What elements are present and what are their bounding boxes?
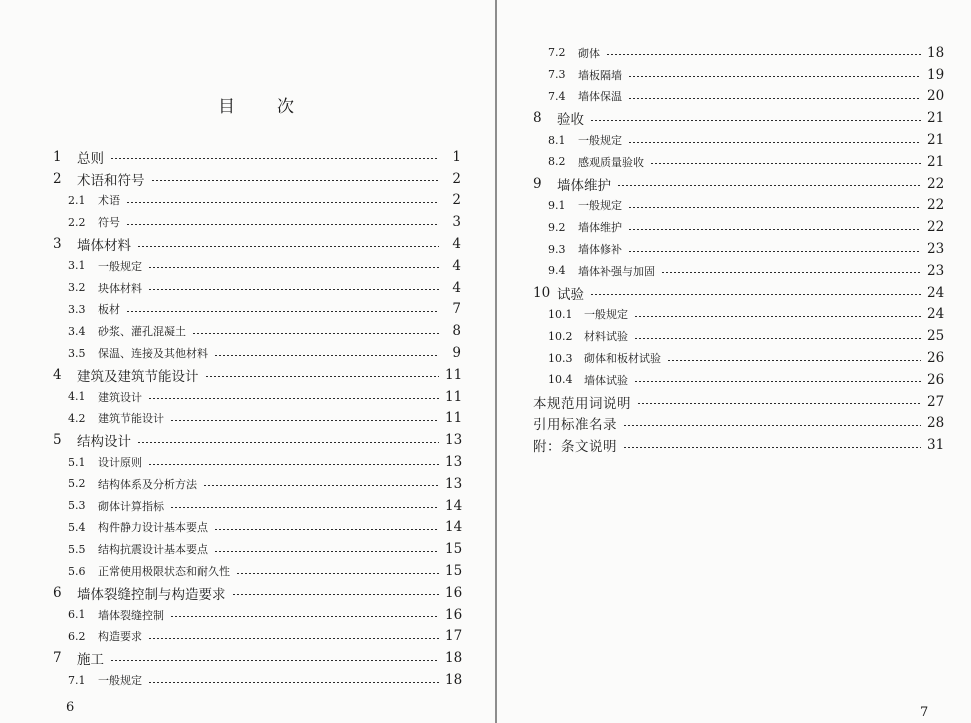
toc-entry-number: 5.2	[68, 477, 86, 491]
toc-leader-dots	[634, 338, 921, 339]
toc-entry-title: 墙体保温	[578, 90, 622, 104]
toc-entry-number: 4	[53, 366, 62, 383]
toc-leader-dots	[236, 573, 439, 574]
toc-entry-page: 22	[927, 197, 945, 214]
toc-entry	[53, 233, 461, 255]
toc-entry-number: 9	[533, 175, 542, 192]
toc-leader-dots	[590, 120, 921, 121]
toc-entry-title: 引用标准名录	[533, 417, 617, 434]
toc-entry	[533, 238, 943, 260]
toc-entry	[533, 347, 943, 369]
toc-entry-page: 11	[445, 366, 463, 383]
toc-leader-dots	[628, 207, 921, 208]
toc-entry	[53, 255, 461, 277]
toc-entry-number: 7.3	[548, 68, 566, 82]
toc-entry	[53, 582, 461, 604]
toc-leader-dots	[650, 163, 921, 164]
toc-leader-dots	[214, 355, 439, 356]
toc-title	[218, 92, 294, 117]
toc-entry	[53, 517, 461, 539]
toc-leader-dots	[126, 224, 439, 225]
page-number-left: 6	[66, 700, 75, 715]
toc-entry-number: 10	[533, 284, 551, 301]
toc-entry-title: 建筑设计	[98, 390, 142, 404]
toc-entry	[533, 216, 943, 238]
toc-entry-page: 26	[927, 371, 945, 388]
toc-entry	[53, 647, 461, 669]
toc-leader-dots	[606, 54, 921, 55]
toc-entry	[533, 129, 943, 151]
toc-entry-number: 3.1	[68, 259, 86, 273]
toc-entry	[533, 434, 943, 456]
toc-entry-page: 19	[927, 66, 945, 83]
toc-entry-title: 墙体修补	[578, 243, 622, 257]
toc-entry-title: 一般规定	[98, 674, 142, 688]
toc-entry-title: 结构体系及分析方法	[98, 477, 197, 491]
toc-entry-number: 3	[53, 236, 62, 253]
toc-title-char: 目	[218, 97, 235, 117]
toc-entry-title: 一般规定	[578, 134, 622, 148]
toc-entry-page: 28	[927, 415, 945, 432]
toc-entry-page: 4	[452, 257, 461, 274]
toc-entry-page: 16	[445, 606, 463, 623]
toc-entry-title: 墙体材料	[77, 238, 131, 255]
toc-entry-page: 20	[927, 88, 945, 105]
toc-entry-page: 26	[927, 350, 945, 367]
toc-entry-title: 术语和符号	[77, 172, 145, 189]
toc-title-char: 次	[277, 97, 294, 117]
toc-entry-page: 16	[445, 584, 463, 601]
toc-entry-title: 附：条文说明	[533, 439, 617, 456]
toc-leader-dots	[628, 229, 921, 230]
toc-entry	[533, 195, 943, 217]
toc-entry	[53, 560, 461, 582]
toc-entry	[533, 151, 943, 173]
toc-leader-dots	[148, 267, 439, 268]
toc-leader-dots	[628, 142, 921, 143]
toc-entry-title: 砌体和板材试验	[584, 352, 661, 366]
toc-leader-dots	[661, 272, 921, 273]
toc-entry-number: 6	[53, 584, 62, 601]
toc-entry-title: 板材	[98, 303, 120, 317]
toc-entry-title: 结构设计	[77, 434, 131, 451]
toc-leader-dots	[637, 403, 921, 404]
toc-leader-dots	[667, 360, 921, 361]
toc-entry-number: 8	[533, 110, 542, 127]
toc-entry-number: 10.4	[548, 373, 573, 387]
toc-entry-number: 10.3	[548, 351, 573, 365]
toc-leader-dots	[148, 682, 439, 683]
toc-entry-page: 21	[927, 132, 945, 149]
toc-leader-dots	[170, 616, 439, 617]
toc-leader-dots	[192, 333, 439, 334]
toc-entry-number: 4.2	[68, 411, 86, 425]
toc-leader-dots	[148, 398, 439, 399]
toc-leader-dots	[628, 98, 921, 99]
toc-entry-title: 感观质量验收	[578, 155, 644, 169]
toc-entry-title: 保温、连接及其他材料	[98, 347, 208, 361]
toc-entry-title: 砌体	[578, 46, 600, 60]
toc-leader-dots	[170, 507, 439, 508]
toc-entry-title: 正常使用极限状态和耐久性	[98, 565, 230, 579]
toc-entry-number: 9.1	[548, 198, 566, 212]
toc-leader-dots	[617, 185, 921, 186]
toc-entry-page: 4	[452, 236, 461, 253]
toc-entry-page: 21	[927, 153, 945, 170]
toc-entry-page: 18	[445, 672, 463, 689]
toc-entry	[53, 146, 461, 168]
toc-entry	[533, 86, 943, 108]
toc-entry-number: 9.3	[548, 242, 566, 256]
toc-entry-number: 2	[53, 170, 62, 187]
toc-entry	[53, 342, 461, 364]
toc-entry-number: 7.2	[548, 46, 566, 60]
toc-entry-page: 2	[452, 192, 461, 209]
toc-entry-number: 5.6	[68, 564, 86, 578]
toc-entry-page: 11	[445, 410, 463, 427]
toc-leader-dots	[203, 485, 439, 486]
toc-entry-page: 21	[927, 110, 945, 127]
toc-entry	[533, 173, 943, 195]
toc-leader-dots	[590, 294, 921, 295]
toc-entry-page: 13	[445, 454, 463, 471]
toc-leader-dots	[214, 551, 439, 552]
toc-entry-number: 5	[53, 432, 62, 449]
toc-entry-number: 2.1	[68, 193, 86, 207]
toc-entry-title: 建筑节能设计	[98, 412, 164, 426]
toc-leader-dots	[634, 381, 921, 382]
toc-entry-page: 9	[452, 345, 461, 362]
toc-entry-page: 2	[452, 170, 461, 187]
toc-entry	[53, 408, 461, 430]
toc-entry-number: 5.1	[68, 455, 86, 469]
toc-entry-title: 建筑及建筑节能设计	[77, 368, 199, 385]
toc-entry	[533, 304, 943, 326]
toc-entry-title: 材料试验	[584, 330, 628, 344]
toc-entry-title: 构件静力设计基本要点	[98, 521, 208, 535]
toc-entry-number: 10.2	[548, 329, 573, 343]
toc-entry-page: 24	[927, 284, 945, 301]
toc-leader-dots	[148, 289, 439, 290]
toc-entry-title: 墙体维护	[578, 221, 622, 235]
toc-entry	[533, 42, 943, 64]
toc-entry-page: 15	[445, 541, 463, 558]
toc-leader-dots	[205, 376, 440, 377]
toc-entry-title: 砌体计算指标	[98, 499, 164, 513]
toc-entry	[533, 325, 943, 347]
toc-leader-dots	[137, 442, 439, 443]
toc-entry-number: 7	[53, 650, 62, 667]
toc-leader-dots	[623, 447, 921, 448]
toc-entry-page: 15	[445, 563, 463, 580]
toc-entry	[533, 413, 943, 435]
toc-entry-page: 14	[445, 497, 463, 514]
toc-entry	[53, 451, 461, 473]
toc-entry-title: 构造要求	[98, 630, 142, 644]
toc-entry	[53, 320, 461, 342]
toc-leader-dots	[170, 420, 439, 421]
toc-entry-page: 22	[927, 175, 945, 192]
toc-entry-page: 17	[445, 628, 463, 645]
toc-entry	[53, 429, 461, 451]
toc-entry-page: 13	[445, 432, 463, 449]
toc-entry	[533, 282, 943, 304]
toc-leader-dots	[148, 464, 439, 465]
toc-entry	[53, 364, 461, 386]
toc-entry-title: 墙板隔墙	[578, 68, 622, 82]
toc-entry-page: 4	[452, 279, 461, 296]
toc-entry-title: 施工	[77, 652, 104, 669]
toc-entry-number: 1	[53, 148, 62, 165]
toc-entry-number: 7.1	[68, 673, 86, 687]
toc-entry	[533, 260, 943, 282]
toc-entry-number: 2.2	[68, 215, 86, 229]
toc-entry-page: 1	[452, 148, 461, 165]
toc-entry-title: 块体材料	[98, 281, 142, 295]
toc-entry	[53, 604, 461, 626]
toc-entry	[53, 211, 461, 233]
toc-entry-page: 31	[927, 437, 945, 454]
toc-entry-page: 22	[927, 219, 945, 236]
toc-entry-title: 验收	[557, 112, 584, 129]
toc-entry-title: 设计原则	[98, 456, 142, 470]
toc-entry-title: 墙体裂缝控制与构造要求	[77, 586, 226, 603]
toc-entry	[53, 626, 461, 648]
toc-entry-number: 7.4	[548, 89, 566, 103]
toc-leader-dots	[623, 425, 921, 426]
toc-entry	[53, 669, 461, 691]
toc-list-right	[533, 42, 943, 456]
toc-entry	[533, 391, 943, 413]
toc-leader-dots	[628, 251, 921, 252]
toc-entry-title: 术语	[98, 194, 120, 208]
toc-entry	[533, 107, 943, 129]
toc-leader-dots	[151, 180, 440, 181]
toc-entry-title: 墙体试验	[584, 373, 628, 387]
toc-entry-page: 13	[445, 475, 463, 492]
toc-entry-number: 5.5	[68, 542, 86, 556]
toc-entry-number: 3.3	[68, 302, 86, 316]
toc-entry-number: 3.5	[68, 346, 86, 360]
toc-entry-number: 10.1	[548, 307, 573, 321]
toc-leader-dots	[126, 311, 439, 312]
toc-entry-number: 3.2	[68, 281, 86, 295]
toc-entry-number: 5.3	[68, 499, 86, 513]
page-number-right: 7	[920, 705, 929, 720]
toc-entry-number: 6.1	[68, 608, 86, 622]
toc-entry	[53, 277, 461, 299]
toc-entry-page: 18	[927, 44, 945, 61]
toc-entry	[53, 168, 461, 190]
toc-leader-dots	[232, 594, 440, 595]
toc-entry-number: 4.1	[68, 390, 86, 404]
toc-leader-dots	[110, 660, 439, 661]
toc-entry	[53, 190, 461, 212]
toc-entry-number: 9.4	[548, 264, 566, 278]
toc-leader-dots	[634, 316, 921, 317]
toc-entry-title: 本规范用词说明	[533, 395, 631, 412]
toc-entry-page: 11	[445, 388, 463, 405]
toc-entry-title: 砂浆、灌孔混凝土	[98, 325, 186, 339]
toc-entry-page: 24	[927, 306, 945, 323]
toc-entry-number: 3.4	[68, 324, 86, 338]
toc-entry-title: 墙体维护	[557, 177, 611, 194]
toc-entry	[533, 369, 943, 391]
toc-entry-page: 3	[452, 214, 461, 231]
toc-entry-number: 6.2	[68, 629, 86, 643]
toc-entry-number: 8.1	[548, 133, 566, 147]
toc-leader-dots	[137, 246, 439, 247]
toc-leader-dots	[110, 158, 439, 159]
toc-entry	[53, 538, 461, 560]
toc-entry-page: 7	[452, 301, 461, 318]
toc-entry-title: 总则	[77, 150, 104, 167]
toc-entry-page: 23	[927, 262, 945, 279]
toc-entry-title: 结构抗震设计基本要点	[98, 543, 208, 557]
toc-list-left	[53, 146, 461, 691]
toc-entry-page: 8	[452, 323, 461, 340]
toc-entry-page: 23	[927, 241, 945, 258]
toc-leader-dots	[214, 529, 439, 530]
toc-entry	[533, 64, 943, 86]
toc-entry-title: 试验	[557, 286, 584, 303]
toc-entry-page: 27	[927, 393, 945, 410]
toc-entry-title: 墙体补强与加固	[578, 264, 655, 278]
toc-entry-page: 25	[927, 328, 945, 345]
toc-entry-page: 14	[445, 519, 463, 536]
toc-entry-number: 9.2	[548, 220, 566, 234]
toc-entry-title: 一般规定	[98, 259, 142, 273]
toc-entry	[53, 473, 461, 495]
toc-entry-number: 8.2	[548, 155, 566, 169]
toc-leader-dots	[148, 638, 439, 639]
toc-entry-title: 一般规定	[584, 308, 628, 322]
toc-entry-number: 5.4	[68, 520, 86, 534]
toc-entry-title: 墙体裂缝控制	[98, 608, 164, 622]
toc-entry	[53, 495, 461, 517]
toc-entry	[53, 386, 461, 408]
toc-leader-dots	[628, 76, 921, 77]
toc-entry-title: 一般规定	[578, 199, 622, 213]
toc-leader-dots	[126, 202, 439, 203]
toc-entry-page: 18	[445, 650, 463, 667]
toc-entry-title: 符号	[98, 216, 120, 230]
toc-entry	[53, 299, 461, 321]
